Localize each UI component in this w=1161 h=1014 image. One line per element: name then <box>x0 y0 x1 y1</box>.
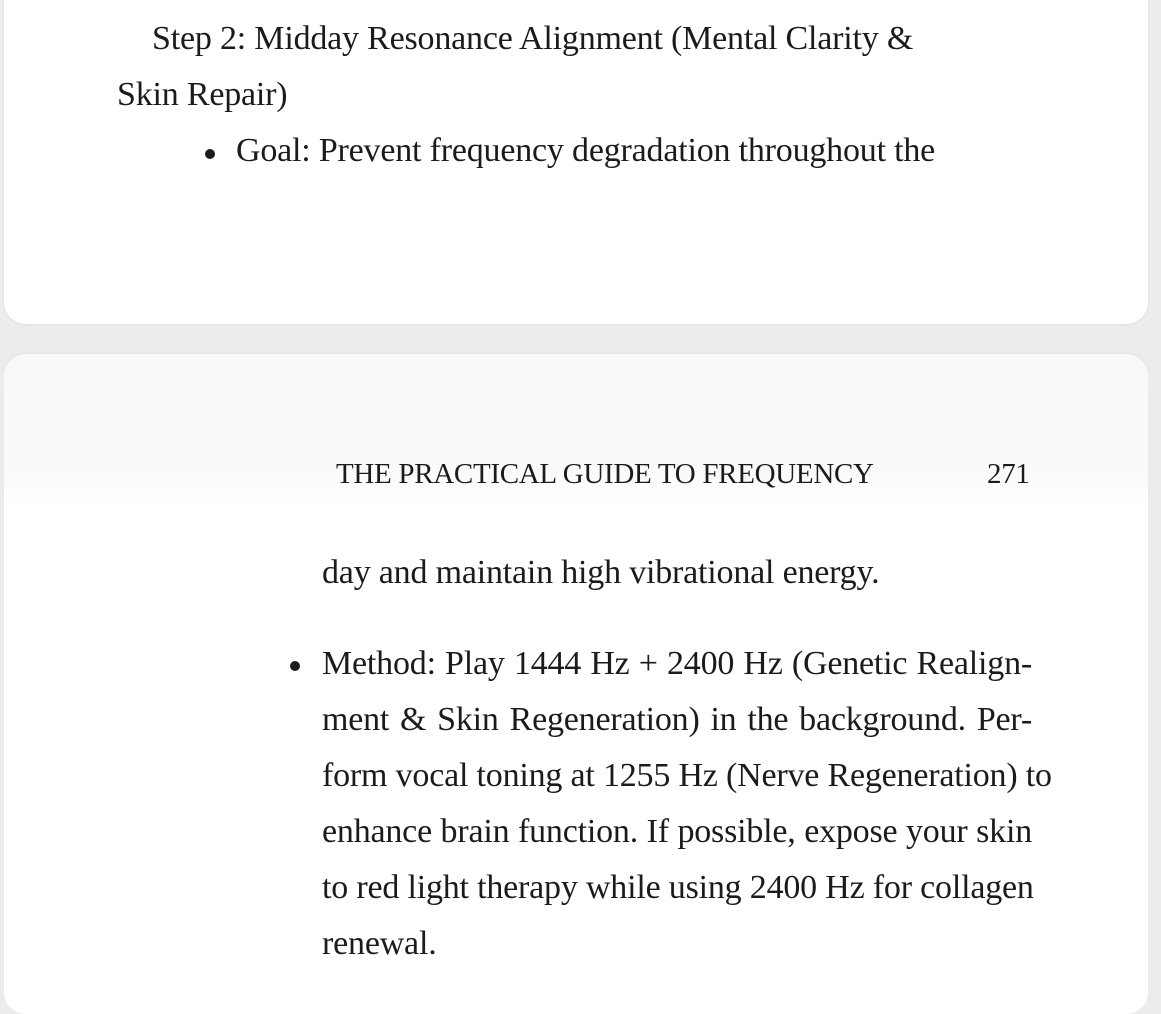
method-line: enhance brain function. If possible, expose your skin <box>322 813 1032 850</box>
goal-text-line-2: day and maintain high vibrational energy. <box>322 554 880 591</box>
method-line: ment & Skin Regeneration) in the background. Per- <box>322 701 1032 738</box>
method-line: to red light therapy while using 2400 Hz for collagen <box>322 869 1034 906</box>
method-line: renewal. <box>322 925 437 962</box>
step-heading-line-1: Step 2: Midday Resonance Alignment (Mental Clarity & <box>152 20 914 57</box>
method-bullet-icon <box>290 661 300 671</box>
step-heading-line-2: Skin Repair) <box>117 76 288 113</box>
page-number: 271 <box>987 458 1030 490</box>
method-line: form vocal toning at 1255 Hz (Nerve Regeneration) to <box>322 757 1052 794</box>
running-header: THE PRACTICAL GUIDE TO FREQUENCY <box>336 458 874 490</box>
goal-text-line-1: Goal: Prevent frequency degradation throughout the <box>236 132 936 169</box>
goal-bullet-icon <box>205 149 215 159</box>
page-card-bottom <box>4 354 1148 1014</box>
method-line: Method: Play 1444 Hz + 2400 Hz (Genetic Realign- <box>322 645 1032 682</box>
